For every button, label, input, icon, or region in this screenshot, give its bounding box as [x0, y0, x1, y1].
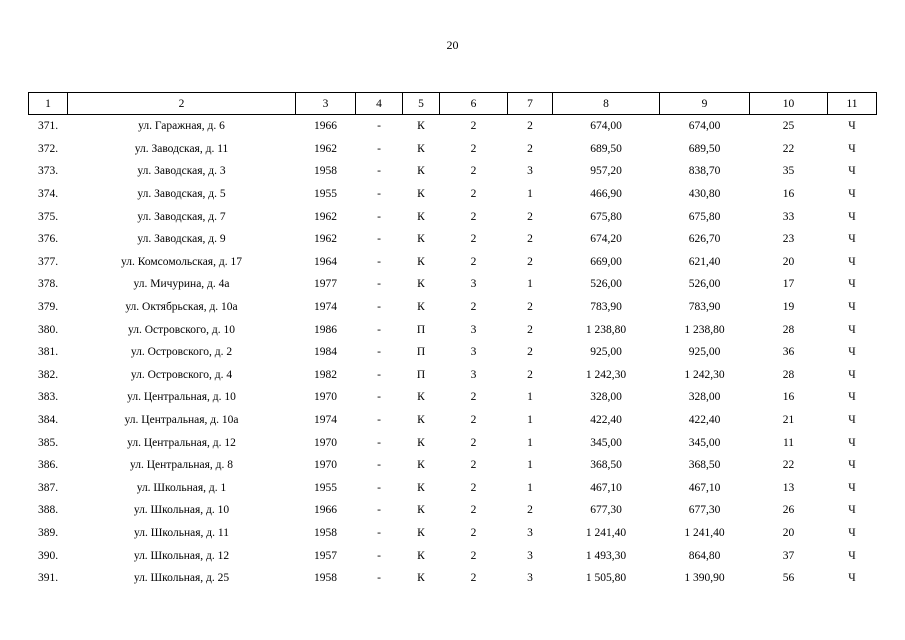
ownership-type-cell: Ч: [848, 278, 856, 291]
table-row: [29, 454, 877, 477]
address-cell: ул. Заводская, д. 3: [137, 165, 226, 178]
residents-cell: 13: [782, 481, 795, 494]
table-row: [29, 522, 877, 545]
col-4-value-cell: -: [377, 572, 381, 585]
table-row: [29, 138, 877, 161]
year-built-cell: 1986: [314, 323, 337, 336]
year-built-cell: 1964: [314, 255, 337, 268]
table-row: [29, 183, 877, 206]
row-number-cell: 382.: [37, 368, 59, 381]
year-built-cell: 1958: [314, 526, 337, 539]
address-cell: ул. Заводская, д. 7: [137, 210, 226, 223]
building-registry-table: [28, 92, 877, 589]
column-header: 9: [660, 93, 750, 115]
ownership-type-cell: Ч: [848, 210, 856, 223]
entrances-cell: 2: [527, 301, 533, 314]
address-cell: ул. Центральная, д. 10а: [124, 414, 239, 427]
ownership-type-cell: Ч: [848, 526, 856, 539]
table-row: [29, 386, 877, 409]
residents-cell: 11: [782, 436, 795, 449]
residents-cell: 56: [782, 572, 795, 585]
ownership-type-cell: Ч: [848, 481, 856, 494]
row-number-cell: 373.: [37, 165, 59, 178]
ownership-type-cell: Ч: [848, 549, 856, 562]
col-4-value-cell: -: [377, 188, 381, 201]
column-header: 1: [29, 93, 68, 115]
year-built-cell: 1955: [314, 481, 337, 494]
floors-cell: 2: [470, 436, 477, 449]
entrances-cell: 1: [527, 188, 533, 201]
row-number-cell: 377.: [37, 255, 59, 268]
ownership-type-cell: Ч: [848, 504, 856, 517]
living-area-cell: 1 241,40: [684, 526, 725, 539]
total-area-cell: 1 238,80: [585, 323, 627, 336]
col-4-value-cell: -: [377, 142, 381, 155]
entrances-cell: 3: [527, 572, 533, 585]
col-4-value-cell: -: [377, 459, 381, 472]
table-row: [29, 544, 877, 567]
row-number-cell: 389.: [37, 526, 59, 539]
table-row: [29, 318, 877, 341]
address-cell: ул. Комсомольская, д. 17: [121, 255, 242, 268]
column-header: 8: [553, 93, 660, 115]
table-row: [29, 251, 877, 274]
year-built-cell: 1970: [314, 436, 337, 449]
table-row: [29, 364, 877, 387]
table-row: [29, 296, 877, 319]
year-built-cell: 1977: [314, 278, 337, 291]
row-number-cell: 372.: [37, 142, 59, 155]
address-cell: ул. Заводская, д. 5: [137, 188, 226, 201]
wall-material-cell: К: [417, 120, 425, 133]
ownership-type-cell: Ч: [848, 142, 856, 155]
entrances-cell: 1: [527, 278, 533, 291]
entrances-cell: 2: [527, 142, 533, 155]
address-cell: ул. Центральная, д. 10: [127, 391, 236, 404]
col-4-value-cell: -: [377, 481, 381, 494]
total-area-cell: 1 241,40: [585, 526, 627, 539]
column-header: 10: [750, 93, 828, 115]
total-area-cell: 368,50: [590, 459, 622, 472]
year-built-cell: 1966: [314, 120, 337, 133]
year-built-cell: 1970: [314, 391, 337, 404]
address-cell: ул. Школьная, д. 10: [133, 504, 230, 517]
row-number-cell: 371.: [37, 120, 59, 133]
total-area-cell: 925,00: [590, 346, 622, 359]
entrances-cell: 3: [527, 165, 533, 178]
living-area-cell: 674,00: [688, 120, 721, 133]
year-built-cell: 1957: [314, 549, 337, 562]
column-header: 4: [356, 93, 403, 115]
living-area-cell: 467,10: [688, 481, 721, 494]
address-cell: ул. Школьная, д. 25: [133, 572, 230, 585]
floors-cell: 2: [470, 255, 477, 268]
floors-cell: 2: [470, 233, 477, 246]
year-built-cell: 1962: [314, 233, 337, 246]
column-header: 5: [403, 93, 440, 115]
row-number-cell: 376.: [37, 233, 59, 246]
residents-cell: 33: [782, 210, 795, 223]
living-area-cell: 1 242,30: [684, 368, 725, 381]
living-area-cell: 864,80: [688, 549, 721, 562]
ownership-type-cell: Ч: [848, 459, 856, 472]
year-built-cell: 1958: [314, 165, 337, 178]
residents-cell: 21: [782, 414, 795, 427]
year-built-cell: 1974: [314, 301, 337, 314]
row-number-cell: 385.: [37, 436, 59, 449]
residents-cell: 25: [782, 120, 795, 133]
wall-material-cell: К: [417, 572, 425, 585]
row-number-cell: 390.: [37, 549, 59, 562]
entrances-cell: 2: [527, 210, 533, 223]
entrances-cell: 1: [527, 436, 533, 449]
ownership-type-cell: Ч: [848, 346, 856, 359]
address-cell: ул. Мичурина, д. 4а: [133, 278, 230, 291]
floors-cell: 2: [470, 414, 477, 427]
column-header: 11: [828, 93, 877, 115]
year-built-cell: 1966: [314, 504, 337, 517]
entrances-cell: 1: [527, 481, 533, 494]
address-cell: ул. Школьная, д. 1: [136, 481, 227, 494]
ownership-type-cell: Ч: [848, 572, 856, 585]
ownership-type-cell: Ч: [848, 233, 856, 246]
residents-cell: 36: [782, 346, 795, 359]
wall-material-cell: П: [416, 323, 426, 336]
column-header: 6: [440, 93, 508, 115]
residents-cell: 28: [782, 368, 795, 381]
living-area-cell: 677,30: [688, 504, 721, 517]
entrances-cell: 3: [527, 549, 533, 562]
row-number-cell: 391.: [37, 572, 59, 585]
floors-cell: 2: [470, 120, 477, 133]
residents-cell: 16: [782, 391, 795, 404]
total-area-cell: 669,00: [590, 255, 622, 268]
page-number: 20: [446, 38, 459, 52]
col-4-value-cell: -: [377, 233, 381, 246]
row-number-cell: 384.: [37, 414, 59, 427]
floors-cell: 2: [470, 459, 477, 472]
living-area-cell: 1 390,90: [684, 572, 725, 585]
residents-cell: 22: [782, 459, 795, 472]
wall-material-cell: К: [417, 481, 425, 494]
living-area-cell: 422,40: [688, 414, 721, 427]
wall-material-cell: К: [417, 526, 425, 539]
col-4-value-cell: -: [377, 323, 381, 336]
floors-cell: 2: [470, 504, 477, 517]
year-built-cell: 1955: [314, 188, 337, 201]
entrances-cell: 2: [527, 255, 533, 268]
entrances-cell: 2: [527, 120, 533, 133]
table-row: [29, 115, 877, 138]
col-4-value-cell: -: [377, 346, 381, 359]
total-area-cell: 689,50: [590, 142, 622, 155]
address-cell: ул. Заводская, д. 9: [137, 233, 226, 246]
col-4-value-cell: -: [377, 278, 381, 291]
col-4-value-cell: -: [377, 391, 381, 404]
ownership-type-cell: Ч: [848, 391, 856, 404]
col-4-value-cell: -: [377, 504, 381, 517]
year-built-cell: 1982: [314, 368, 337, 381]
living-area-cell: 925,00: [688, 346, 721, 359]
living-area-cell: 1 238,80: [684, 323, 725, 336]
living-area-cell: 430,80: [688, 188, 721, 201]
row-number-cell: 381.: [37, 346, 59, 359]
residents-cell: 22: [782, 142, 795, 155]
entrances-cell: 1: [527, 391, 533, 404]
total-area-cell: 467,10: [590, 481, 622, 494]
col-4-value-cell: -: [377, 255, 381, 268]
living-area-cell: 345,00: [688, 436, 721, 449]
residents-cell: 20: [782, 255, 795, 268]
row-number-cell: 379.: [37, 301, 59, 314]
entrances-cell: 2: [527, 233, 533, 246]
total-area-cell: 675,80: [590, 210, 622, 223]
row-number-cell: 383.: [37, 391, 59, 404]
col-4-value-cell: -: [377, 210, 381, 223]
year-built-cell: 1974: [314, 414, 337, 427]
address-cell: ул. Октябрьская, д. 10а: [125, 301, 238, 314]
table-row: [29, 477, 877, 500]
year-built-cell: 1962: [314, 142, 337, 155]
living-area-cell: 689,50: [688, 142, 721, 155]
ownership-type-cell: Ч: [848, 165, 856, 178]
year-built-cell: 1958: [314, 572, 337, 585]
total-area-cell: 1 493,30: [585, 549, 627, 562]
col-4-value-cell: -: [377, 301, 381, 314]
col-4-value-cell: -: [377, 120, 381, 133]
wall-material-cell: К: [417, 504, 425, 517]
floors-cell: 2: [470, 526, 477, 539]
row-number-cell: 380.: [37, 323, 59, 336]
entrances-cell: 2: [527, 323, 533, 336]
floors-cell: 2: [470, 188, 477, 201]
table-row: [29, 431, 877, 454]
wall-material-cell: К: [417, 210, 425, 223]
wall-material-cell: К: [417, 278, 425, 291]
column-number-row: [29, 93, 877, 115]
year-built-cell: 1970: [314, 459, 337, 472]
total-area-cell: 957,20: [590, 165, 622, 178]
table-row: [29, 273, 877, 296]
living-area-cell: 675,80: [688, 210, 721, 223]
column-header: 3: [296, 93, 356, 115]
ownership-type-cell: Ч: [848, 255, 856, 268]
total-area-cell: 674,20: [590, 233, 622, 246]
residents-cell: 16: [782, 188, 795, 201]
ownership-type-cell: Ч: [848, 414, 856, 427]
address-cell: ул. Островского, д. 2: [130, 346, 233, 359]
floors-cell: 2: [470, 301, 477, 314]
total-area-cell: 677,30: [590, 504, 622, 517]
floors-cell: 3: [470, 346, 477, 359]
floors-cell: 2: [470, 549, 477, 562]
total-area-cell: 674,00: [590, 120, 622, 133]
row-number-cell: 386.: [37, 459, 59, 472]
address-cell: ул. Центральная, д. 8: [129, 459, 234, 472]
residents-cell: 37: [782, 549, 795, 562]
wall-material-cell: К: [417, 549, 425, 562]
address-cell: ул. Центральная, д. 12: [127, 436, 236, 449]
table-row: [29, 341, 877, 364]
ownership-type-cell: Ч: [848, 120, 856, 133]
ownership-type-cell: Ч: [848, 188, 856, 201]
wall-material-cell: К: [417, 142, 425, 155]
address-cell: ул. Гаражная, д. 6: [138, 120, 225, 133]
residents-cell: 23: [782, 233, 795, 246]
total-area-cell: 526,00: [590, 278, 622, 291]
floors-cell: 3: [470, 368, 477, 381]
ownership-type-cell: Ч: [848, 323, 856, 336]
table-body: [29, 115, 877, 590]
address-cell: ул. Островского, д. 10: [127, 323, 236, 336]
row-number-cell: 388.: [37, 504, 59, 517]
floors-cell: 2: [470, 572, 477, 585]
living-area-cell: 621,40: [688, 255, 721, 268]
floors-cell: 3: [470, 323, 477, 336]
column-header: 2: [68, 93, 296, 115]
wall-material-cell: К: [417, 301, 425, 314]
residents-cell: 19: [782, 301, 795, 314]
col-4-value-cell: -: [377, 526, 381, 539]
entrances-cell: 2: [527, 368, 533, 381]
residents-cell: 17: [782, 278, 795, 291]
entrances-cell: 2: [527, 346, 533, 359]
wall-material-cell: П: [416, 346, 426, 359]
wall-material-cell: К: [417, 233, 425, 246]
wall-material-cell: К: [417, 255, 425, 268]
ownership-type-cell: Ч: [848, 301, 856, 314]
wall-material-cell: К: [417, 391, 425, 404]
wall-material-cell: К: [417, 165, 425, 178]
col-4-value-cell: -: [377, 549, 381, 562]
total-area-cell: 1 242,30: [585, 368, 627, 381]
floors-cell: 2: [470, 165, 477, 178]
entrances-cell: 1: [527, 414, 533, 427]
table-row: [29, 228, 877, 251]
wall-material-cell: П: [416, 368, 426, 381]
wall-material-cell: К: [417, 436, 425, 449]
address-cell: ул. Школьная, д. 11: [134, 526, 229, 539]
entrances-cell: 1: [527, 459, 533, 472]
living-area-cell: 328,00: [688, 391, 721, 404]
table-row: [29, 499, 877, 522]
row-number-cell: 375.: [37, 210, 59, 223]
table-row: [29, 567, 877, 590]
wall-material-cell: К: [417, 414, 425, 427]
column-header: 7: [508, 93, 553, 115]
total-area-cell: 328,00: [590, 391, 622, 404]
living-area-cell: 526,00: [688, 278, 721, 291]
residents-cell: 26: [782, 504, 795, 517]
ownership-type-cell: Ч: [848, 368, 856, 381]
row-number-cell: 374.: [37, 188, 59, 201]
total-area-cell: 422,40: [590, 414, 622, 427]
col-4-value-cell: -: [377, 436, 381, 449]
residents-cell: 35: [782, 165, 795, 178]
floors-cell: 2: [470, 142, 477, 155]
floors-cell: 2: [470, 481, 477, 494]
living-area-cell: 368,50: [688, 459, 721, 472]
wall-material-cell: К: [417, 459, 425, 472]
address-cell: ул. Школьная, д. 12: [133, 549, 230, 562]
table-row: [29, 160, 877, 183]
year-built-cell: 1984: [314, 346, 337, 359]
address-cell: ул. Островского, д. 4: [130, 368, 233, 381]
wall-material-cell: К: [417, 188, 425, 201]
row-number-cell: 387.: [37, 481, 59, 494]
col-4-value-cell: -: [377, 414, 381, 427]
year-built-cell: 1962: [314, 210, 337, 223]
entrances-cell: 2: [527, 504, 533, 517]
residents-cell: 20: [782, 526, 795, 539]
floors-cell: 2: [470, 210, 477, 223]
living-area-cell: 626,70: [688, 233, 721, 246]
col-4-value-cell: -: [377, 368, 381, 381]
row-number-cell: 378.: [37, 278, 59, 291]
col-4-value-cell: -: [377, 165, 381, 178]
floors-cell: 2: [470, 391, 477, 404]
living-area-cell: 838,70: [688, 165, 721, 178]
table-row: [29, 205, 877, 228]
total-area-cell: 1 505,80: [585, 572, 627, 585]
address-cell: ул. Заводская, д. 11: [134, 142, 229, 155]
ownership-type-cell: Ч: [848, 436, 856, 449]
entrances-cell: 3: [527, 526, 533, 539]
table-row: [29, 409, 877, 432]
residents-cell: 28: [782, 323, 795, 336]
total-area-cell: 783,90: [590, 301, 622, 314]
living-area-cell: 783,90: [688, 301, 721, 314]
total-area-cell: 466,90: [590, 188, 622, 201]
floors-cell: 3: [470, 278, 477, 291]
total-area-cell: 345,00: [590, 436, 622, 449]
